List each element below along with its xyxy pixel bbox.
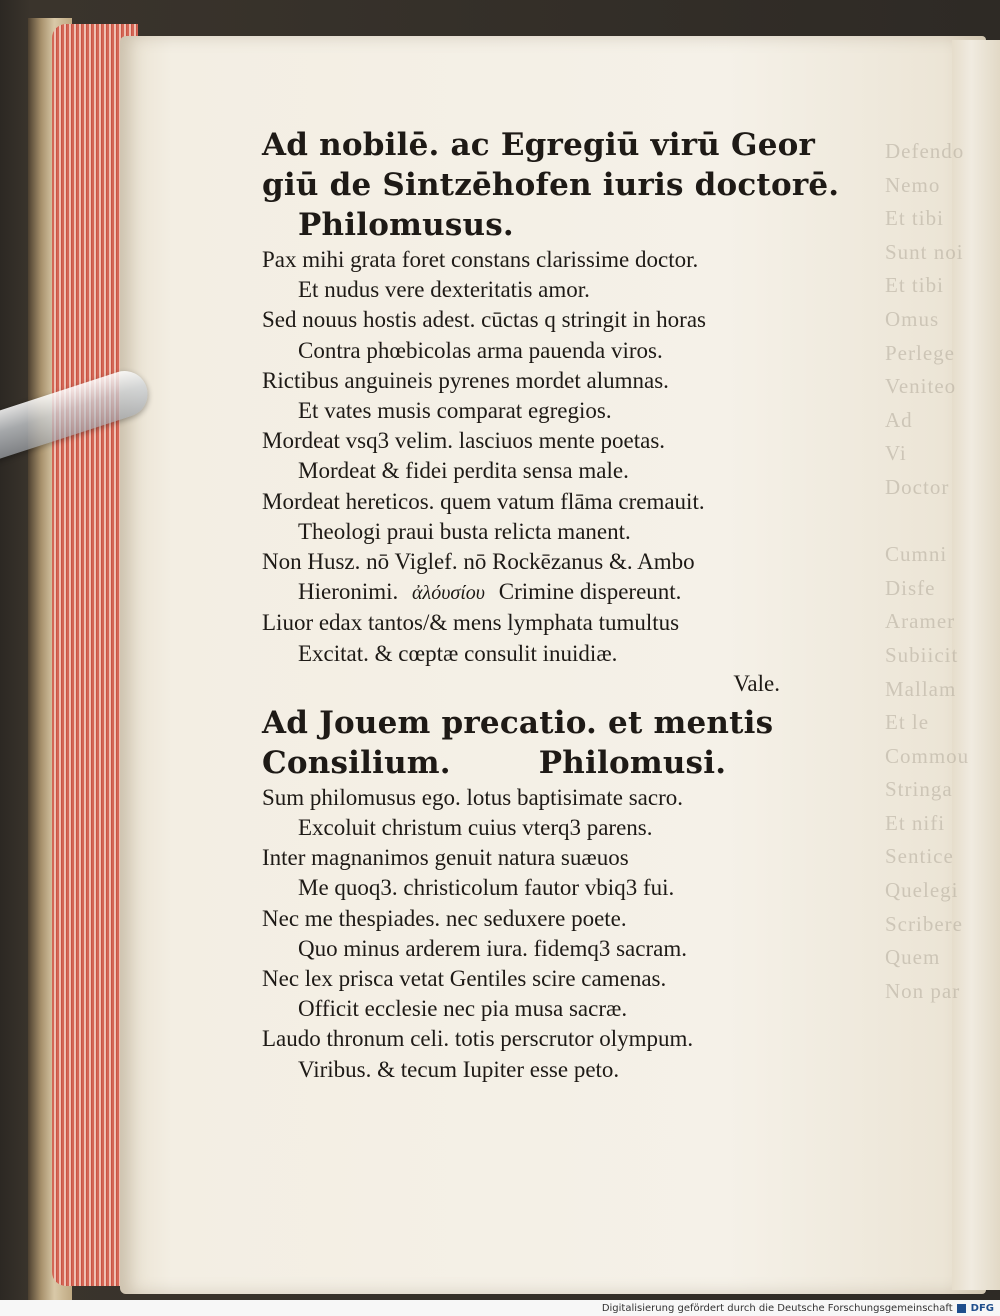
poem-1-author: Philomusus. [298, 207, 514, 243]
facing-page-line: Defendo [885, 139, 965, 163]
poem-1-verse-line: Et nudus vere dexteritatis amor. [298, 277, 590, 303]
facing-page-line: Sunt noi [885, 239, 964, 264]
poem-1-verse-line: Sed nouus hostis adest. cūctas q stringit in horas [262, 307, 706, 333]
facing-page-line: Ad [885, 407, 913, 432]
poem-2-verse-line: Nec lex prisca vetat Gentiles scire camenas. [262, 966, 667, 992]
facing-page-line: Quelegi [885, 878, 959, 903]
poem-1-verse-line: Rictibus anguineis pyrenes mordet alumnas. [262, 367, 669, 393]
facing-page-line: Scribere [885, 911, 963, 936]
facing-page-line: Cumni [885, 542, 948, 567]
facing-page-line: Omus [885, 306, 940, 331]
poem-1-verse-line: Excitat. & cœptæ consulit inuidiæ. [298, 640, 618, 666]
digitization-footer [0, 1300, 1000, 1316]
facing-page-line: Et le [885, 710, 930, 735]
poem-2-verse-line: Nec me thespiades. nec seduxere poete. [262, 905, 627, 931]
poem-2-heading-line-1: Ad Jouem precatio. et mentis [262, 704, 774, 741]
facing-page-line: Et tibi [885, 206, 944, 231]
facing-page-line: Stringa [885, 777, 953, 802]
poem-1-verse-line: Non Husz. nō Viglef. nō Rockēzanus &. Ambo [262, 549, 695, 575]
poem-1-heading-line-1: Ad nobilē. ac Egregiū virū Geor [262, 127, 816, 163]
facing-page-line: Quem [885, 945, 941, 970]
poem-2-verse-line: Laudo thronum celi. totis perscrutor olympum. [262, 1026, 694, 1052]
facing-page-text [885, 135, 1000, 1008]
greek-line-after: Crimine dispereunt. [498, 579, 682, 605]
greek-line-before: Hieronimi. [298, 579, 399, 605]
poem-2-verse-line: Excoluit christum cuius vterq3 parens. [298, 815, 653, 841]
facing-page-line: Et nifi [885, 810, 946, 835]
facing-page-line: Vi [885, 441, 907, 466]
dfg-logo-icon [957, 1304, 966, 1313]
dfg-logo-text: DFG [970, 1302, 994, 1314]
facing-page-line: Sentice [885, 844, 954, 869]
poem-1-verse-line: Mordeat & fidei perdita sensa male. [298, 458, 629, 484]
poem-1-verse-line: Contra phœbicolas arma pauenda viros. [298, 337, 663, 363]
poem-1-verse-line: Pax mihi grata foret constans clarissime doctor. [262, 247, 699, 272]
poem-2-verse-line: Officit ecclesie nec pia musa sacræ. [298, 996, 628, 1022]
facing-page-line: Subiicit [885, 642, 959, 667]
facing-page-line: Nemo [885, 172, 941, 197]
poem-2-verse-line: Inter magnanimos genuit natura suæuos [262, 845, 629, 871]
facing-page-line: Aramer [885, 609, 956, 634]
facing-page-line: Veniteo [885, 374, 957, 399]
greek-word: ἀλόυσίου [412, 582, 485, 605]
facing-page-line: Et tibi [885, 273, 944, 298]
poem-2-heading-line-2: Consilium. Philomusi. [262, 744, 727, 781]
facing-page-line: Perlege [885, 340, 955, 365]
poem-2-verse-line: Me quoq3. christicolum fautor vbiq3 fui. [298, 875, 675, 901]
poem-2-verse-line: Viribus. & tecum Iupiter esse peto. [298, 1056, 620, 1082]
facing-page-line: Non par [885, 978, 961, 1003]
poem-1-closing: Vale. [733, 670, 780, 696]
poem-1-verses-end [262, 608, 842, 668]
facing-page-line: Disfe [885, 575, 936, 600]
facing-page-line: Doctor [885, 474, 950, 499]
poem-1-greek-line [262, 577, 842, 608]
poem-1 [262, 125, 842, 699]
facing-page-line: Commou [885, 743, 970, 768]
poem-2-verses [262, 783, 842, 1085]
poem-1-verse-line: Et vates musis comparat egregios. [298, 398, 612, 424]
poem-1-verses [262, 245, 842, 577]
poem-1-verse-line: Mordeat hereticos. quem vatum flāma cremauit. [262, 488, 705, 514]
page-text [262, 125, 842, 1085]
poem-1-verse-line: Theologi praui busta relicta manent. [298, 518, 631, 544]
poem-2-verse-line: Sum philomusus ego. lotus baptisimate sacro. [262, 784, 683, 810]
poem-2 [262, 703, 842, 1085]
footer-credit: Digitalisierung gefördert durch die Deutsche Forschungsgemeinschaft [601, 1302, 953, 1314]
poem-1-verse-line: Mordeat vsq3 velim. lasciuos mente poetas. [262, 428, 666, 454]
poem-2-verse-line: Quo minus arderem iura. fidemq3 sacram. [298, 935, 687, 961]
poem-1-verse-line: Liuor edax tantos/& mens lymphata tumultus [262, 610, 680, 636]
facing-page-line: Mallam [885, 676, 957, 701]
poem-1-heading-line-2: giū de Sintzēhofen iuris doctorē. [262, 167, 840, 203]
facing-page-line [885, 505, 1000, 539]
